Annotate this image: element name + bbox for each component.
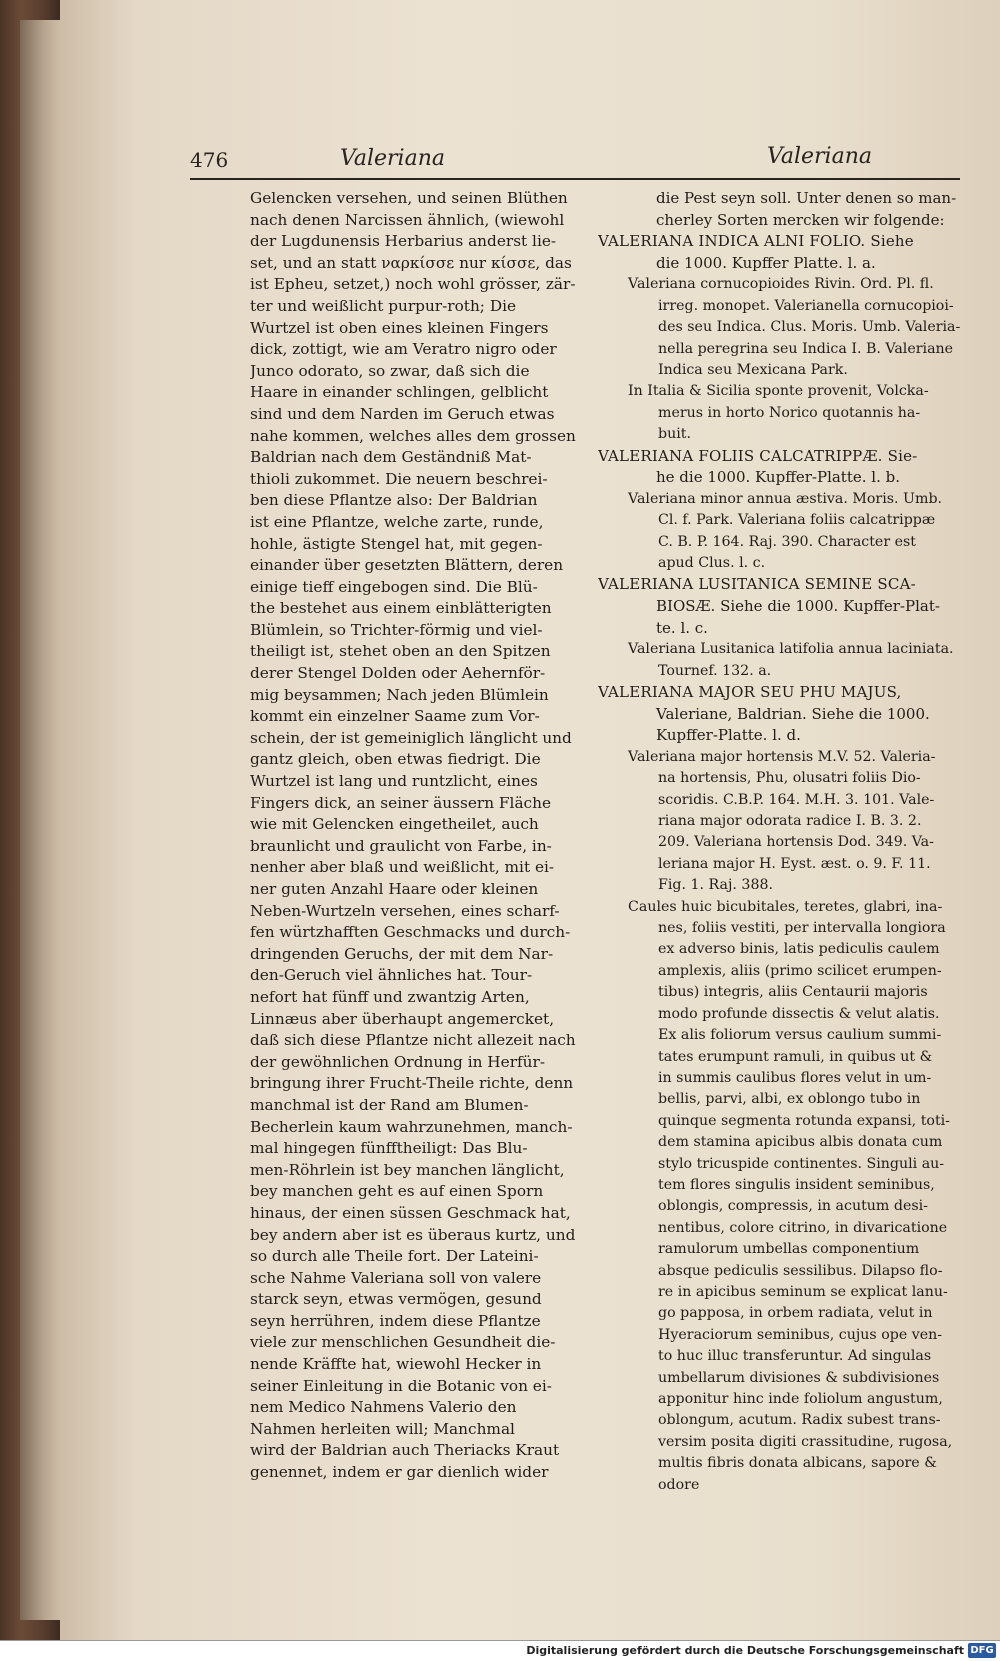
left-text-line: ist eine Pflantze, welche zarte, runde, — [250, 512, 544, 531]
right-text-line: nes, foliis vestiti, per intervalla longiora — [658, 920, 946, 937]
right-text-line: C. B. P. 164. Raj. 390. Character est — [658, 533, 916, 550]
left-text-line: Gelencken versehen, und seinen Blüthen — [250, 189, 568, 207]
left-text-line: bey manchen geht es auf einen Sporn — [250, 1182, 544, 1201]
footer-credit: Digitalisierung gefördert durch die Deutsche Forschungsgemeinschaft — [526, 1644, 964, 1657]
left-text-line: Blümlein, so Trichter-förmig und viel- — [250, 620, 543, 639]
species-heading: VALERIANA LUSITANICA SEMINE SCA- — [598, 575, 916, 594]
right-text-line: buit. — [658, 426, 691, 443]
left-text-line: schein, der ist gemeiniglich länglicht und — [250, 728, 572, 747]
right-text-line: Ex alis foliorum versus caulium summi- — [658, 1027, 942, 1044]
left-text-line: bringung ihrer Frucht-Theile richte, denn — [250, 1074, 574, 1093]
right-text-line: ex adverso binis, latis pediculis caulem — [658, 941, 940, 958]
left-text-line: manchmal ist der Rand am Blumen- — [250, 1095, 529, 1114]
right-text-line: Tournef. 132. a. — [658, 662, 772, 679]
right-text-line: Hyeraciorum seminibus, cujus ope ven- — [658, 1326, 943, 1343]
left-text-line: einige tieff eingebogen sind. Die Blü- — [250, 577, 538, 596]
right-text-line: nella peregrina seu Indica I. B. Valeriane — [658, 340, 954, 357]
right-text-line: Valeriana Lusitanica latifolia annua laciniata. — [628, 641, 954, 658]
right-text-line: leriana major H. Eyst. æst. o. 9. F. 11. — [658, 855, 931, 872]
right-text-line: modo profunde dissectis & velut alatis. — [658, 1005, 940, 1022]
page-stack-edge — [20, 20, 60, 1620]
right-text-line: nentibus, colore citrino, in divaricatione — [658, 1219, 948, 1236]
right-text-line: die Pest seyn soll. Unter denen so man- — [656, 189, 957, 207]
dfg-logo: DFG — [968, 1643, 996, 1658]
right-text-line: Kupffer-Platte. l. d. — [656, 726, 801, 745]
right-text-line: riana major odorata radice I. B. 3. 2. — [658, 813, 922, 830]
right-text-line: odore — [658, 1476, 700, 1493]
left-text-line: set, und an statt ναρκίσσε nur κίσσε, das — [250, 253, 572, 272]
right-text-line: to huc illuc transferuntur. Ad singulas — [658, 1348, 932, 1365]
right-text-line: tates erumpunt ramuli, in quibus ut & — [658, 1048, 933, 1065]
right-text-line: oblongum, acutum. Radix subest trans- — [658, 1412, 941, 1429]
right-text-line: multis fibris donata albicans, sapore & — [658, 1455, 937, 1472]
left-text-line: nahe kommen, welches alles dem grossen — [250, 426, 576, 445]
right-text-line: absque pediculis sessilibus. Dilapso flo- — [658, 1262, 943, 1279]
right-text-line: umbellarum divisiones & subdivisiones — [658, 1369, 940, 1386]
left-text-line: gantz gleich, oben etwas fiedrigt. Die — [250, 750, 541, 769]
right-text-line: oblongis, compressis, in acutum desi- — [658, 1198, 928, 1215]
right-text-line: Valeriane, Baldrian. Siehe die 1000. — [656, 704, 930, 723]
right-text-line: quinque segmenta rotunda expansi, toti- — [658, 1112, 950, 1129]
right-text-line: Valeriana minor annua æstiva. Moris. Umb. — [628, 490, 943, 507]
right-text-line: Indica seu Mexicana Park. — [658, 362, 848, 378]
right-text-line: Fig. 1. Raj. 388. — [658, 877, 774, 894]
left-text-line: ben diese Pflantze also: Der Baldrian — [250, 491, 538, 510]
right-text-line: versim posita digiti crassitudine, rugosa, — [658, 1433, 953, 1450]
left-text-line: derer Stengel Dolden oder Aehernför- — [250, 664, 546, 683]
left-text-line: mal hingegen fünfftheiligt: Das Blu- — [250, 1139, 528, 1158]
left-text-line: bey andern aber ist es überaus kurtz, und — [250, 1225, 576, 1244]
right-text-line: te. l. c. — [656, 618, 708, 637]
left-text-line: Wurtzel ist lang und runtzlicht, eines — [250, 772, 538, 791]
left-text-line: the bestehet aus einem einblätterigten — [250, 599, 552, 618]
right-text-line: cherley Sorten mercken wir folgende: — [656, 210, 945, 229]
right-text-line: tibus) integris, aliis Centaurii majoris — [658, 984, 928, 1001]
right-text-line: ramulorum umbellas componentium — [658, 1241, 920, 1258]
left-text-line: braunlicht und graulicht von Farbe, in- — [250, 836, 552, 855]
right-text-line: tem flores singulis insident seminibus, — [658, 1176, 935, 1193]
left-text-line: ter und weißlicht purpur-roth; Die — [250, 296, 517, 315]
left-text-line: Haare in einander schlingen, gelblicht — [250, 383, 549, 402]
page-number: 476 — [190, 148, 229, 172]
right-text-line: Valeriana major hortensis M.V. 52. Valeria- — [628, 748, 936, 765]
right-text-line: stylo tricuspide continentes. Singuli au- — [658, 1155, 945, 1172]
left-text-line: den-Geruch viel ähnliches hat. Tour- — [250, 966, 533, 985]
header-rule — [190, 178, 960, 180]
left-text-line: der Lugdunensis Herbarius anderst lie- — [250, 232, 557, 251]
page-header — [190, 142, 950, 182]
left-text-line: nefort hat fünff und zwantzig Arten, — [250, 987, 530, 1006]
left-text-line: Linnæus aber überhaupt angemercket, — [250, 1009, 555, 1028]
right-text-line: irreg. monopet. Valerianella cornucopioi- — [658, 297, 954, 314]
left-text-line: dick, zottigt, wie am Veratro nigro oder — [250, 340, 557, 359]
left-text-line: wie mit Gelencken eingetheilet, auch — [250, 815, 539, 834]
right-text-line: Caules huic bicubitales, teretes, glabri, ina- — [628, 898, 943, 915]
left-text-line: seyn herrühren, indem diese Pflantze — [250, 1311, 541, 1330]
left-text-line: einander über gesetzten Blättern, deren — [250, 556, 564, 575]
left-text-column — [250, 188, 585, 1484]
left-text-line: nach denen Narcissen ähnlich, (wiewohl — [250, 210, 565, 229]
right-text-line: apud Clus. l. c. — [658, 555, 766, 572]
left-text-line: Baldrian nach dem Geständniß Mat- — [250, 448, 532, 467]
right-text-line: apponitur hinc inde foliolum angustum, — [658, 1391, 943, 1407]
left-text-line: starck seyn, etwas vermögen, gesund — [250, 1290, 542, 1309]
left-text-line: der gewöhnlichen Ordnung in Herfür- — [250, 1052, 546, 1071]
right-text-line: Cl. f. Park. Valeriana foliis calcatrippæ — [658, 512, 936, 529]
right-text-line: go papposa, in orbem radiata, velut in — [658, 1305, 933, 1322]
right-text-line: In Italia & Sicilia sponte provenit, Volcka- — [628, 383, 929, 400]
left-text-line: ist Epheu, setzet,) noch wohl grösser, zär- — [250, 275, 576, 294]
right-text-column — [598, 188, 970, 1496]
left-text-line: genennet, indem er gar dienlich wider — [250, 1463, 549, 1482]
right-text-line: he die 1000. Kupffer-Platte. l. b. — [656, 468, 900, 487]
left-text-line: Fingers dick, an seiner äussern Fläche — [250, 793, 552, 812]
left-text-line: hinaus, der einen süssen Geschmack hat, — [250, 1203, 571, 1222]
right-text-line: re in apicibus seminum se explicat lanu- — [658, 1283, 948, 1300]
left-text-line: nenher aber blaß und weißlicht, mit ei- — [250, 858, 555, 877]
running-head-right: Valeriana — [767, 144, 872, 169]
left-text-line: ner guten Anzahl Haare oder kleinen — [250, 880, 539, 898]
left-text-line: kommt ein einzelner Saame zum Vor- — [250, 707, 540, 726]
left-text-line: mig beysammen; Nach jeden Blümlein — [250, 685, 549, 704]
left-text-line: men-Röhrlein ist bey manchen länglicht, — [250, 1160, 565, 1179]
left-text-line: Neben-Wurtzeln versehen, eines scharf- — [250, 901, 560, 920]
left-text-line: Junco odorato, so zwar, daß sich die — [250, 361, 530, 380]
right-text-line: amplexis, aliis (primo scilicet erumpen- — [658, 962, 942, 979]
right-text-line: BIOSÆ. Siehe die 1000. Kupffer-Plat- — [656, 597, 940, 616]
left-text-line: fen würtzhafften Geschmacks und durch- — [250, 923, 571, 942]
running-head-left: Valeriana — [340, 146, 445, 171]
right-text-line: die 1000. Kupffer Platte. l. a. — [656, 253, 876, 272]
right-text-line: bellis, parvi, albi, ex oblongo tubo in — [658, 1091, 921, 1108]
right-text-line: Valeriana cornucopioides Rivin. Ord. Pl. fl. — [628, 276, 934, 293]
left-text-line: Becherlein kaum wahrzunehmen, manch- — [250, 1117, 573, 1136]
species-heading: VALERIANA MAJOR SEU PHU MAJUS, — [598, 683, 902, 702]
right-text-line: na hortensis, Phu, olusatri foliis Dio- — [658, 770, 921, 787]
species-heading: VALERIANA INDICA ALNI FOLIO. Siehe — [598, 232, 914, 251]
left-text-line: viele zur menschlichen Gesundheit die- — [250, 1333, 556, 1352]
left-text-line: hohle, ästigte Stengel hat, mit gegen- — [250, 534, 543, 553]
species-heading: VALERIANA FOLIIS CALCATRIPPÆ. Sie- — [598, 446, 918, 465]
right-text-line: scoridis. C.B.P. 164. M.H. 3. 101. Vale- — [658, 791, 935, 808]
left-text-line: seiner Einleitung in die Botanic von ei- — [250, 1376, 552, 1395]
left-text-line: sind und dem Narden im Geruch etwas — [250, 404, 555, 423]
left-text-line: sche Nahme Valeriana soll von valere — [250, 1268, 542, 1287]
left-text-line: thioli zukommet. Die neuern beschrei- — [250, 469, 548, 488]
left-text-line: so durch alle Theile fort. Der Lateini- — [250, 1247, 539, 1266]
left-text-line: daß sich diese Pflantze nicht allezeit nach — [250, 1031, 576, 1050]
right-text-line: in summis caulibus flores velut in um- — [658, 1069, 932, 1086]
left-text-line: theiligt ist, stehet oben an den Spitzen — [250, 642, 551, 661]
right-text-line: 209. Valeriana hortensis Dod. 349. Va- — [658, 834, 934, 851]
left-text-line: dringenden Geruchs, der mit dem Nar- — [250, 944, 554, 963]
left-text-line: nem Medico Nahmens Valerio den — [250, 1398, 517, 1417]
right-text-line: des seu Indica. Clus. Moris. Umb. Valeria- — [658, 319, 961, 336]
left-text-line: nende Kräffte hat, wiewohl Hecker in — [250, 1355, 542, 1374]
right-text-line: dem stamina apicibus albis donata cum — [658, 1134, 943, 1151]
right-text-line: merus in horto Norico quotannis ha- — [658, 404, 921, 421]
left-text-line: wird der Baldrian auch Theriacks Kraut — [250, 1441, 560, 1460]
left-text-line: Wurtzel ist oben eines kleinen Fingers — [250, 318, 549, 337]
digitization-footer — [0, 1640, 1000, 1661]
left-text-line: Nahmen herleiten will; Manchmal — [250, 1419, 515, 1438]
